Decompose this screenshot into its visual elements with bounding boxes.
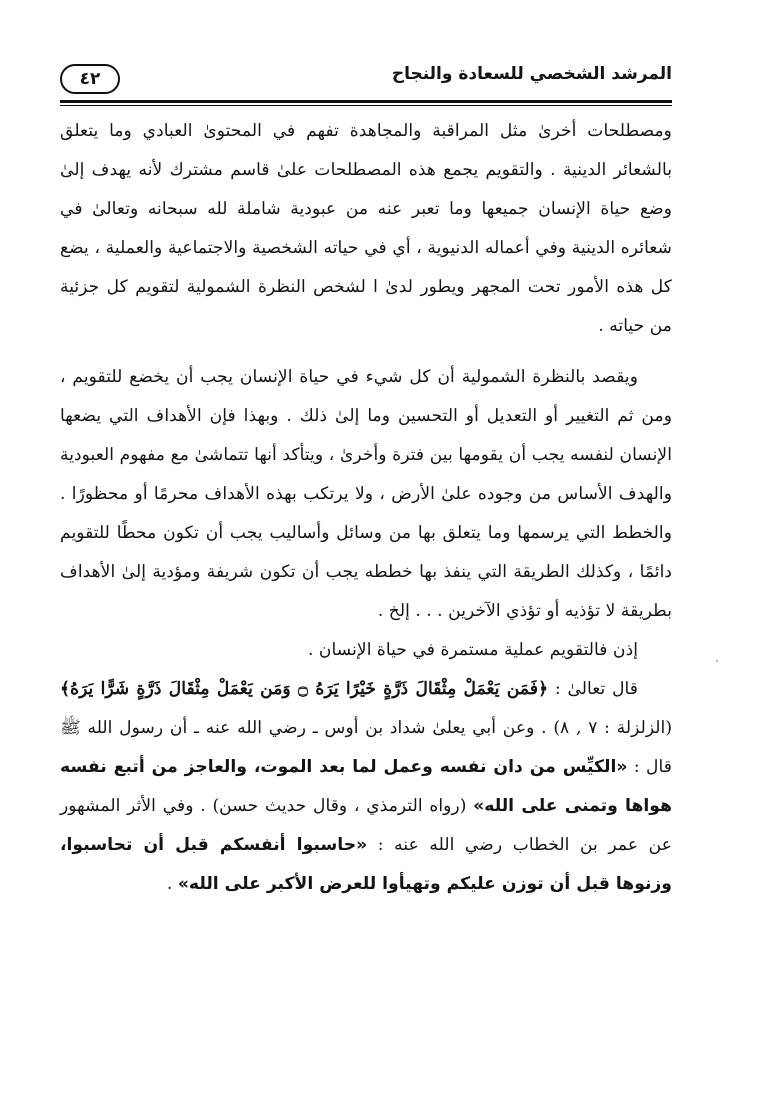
text-run: (رواه الترمذي ، وقال حديث حسن) . وفي الأثر المشهور عن عمر بن الخطاب رضي الله عنه : xyxy=(60,796,672,855)
header-rule xyxy=(60,100,672,103)
hadith-quote: «الكيِّس من دان نفسه وعمل لما بعد الموت، والعاجز من أتبع نفسه هواها وتمنى على الله» xyxy=(60,757,672,816)
text-run: قال تعالىٰ : xyxy=(548,679,639,699)
page-body xyxy=(60,112,672,904)
scan-speck xyxy=(716,660,718,662)
page-number: ٤٢ xyxy=(60,64,120,94)
quran-verse: ﴿فَمَن يَعْمَلْ مِثْقَالَ ذَرَّةٍ خَيْرًا يَرَهُ ۝ وَمَن يَعْمَلْ مِثْقَالَ ذَرَّةٍ شَرًّا يَرَهُ﴾ xyxy=(60,679,549,699)
paragraph: ويقصد بالنظرة الشمولية أن كل شيء في حياة الإنسان يجب أن يخضع للتقويم ، ومن ثم التغيير أو التعديل أو التحسين وما إلىٰ ذلك . وبهذا فإن الأهداف التي يضعها الإنسان لنفسه يجب أن يقومها بين فترة وأخرىٰ ، ويتأكد أنها تتماشىٰ مع مفهوم العبودية والهدف الأساس من وجوده علىٰ الأرض ، ولا يرتكب بهذه الأهداف محرمًا أو محظورًا . والخطط التي يرسمها وما يتعلق بها من وسائل وأساليب يجب أن تكون محطًا للتقويم دائمًا ، وكذلك الطريقة التي ينفذ بها خططه يجب أن تكون شريفة ومؤدية إلىٰ الأهداف بطريقة لا تؤذيه أو تؤذي الآخرين . . . إلخ . xyxy=(60,367,672,621)
page-header xyxy=(60,60,672,104)
text-run: (الزلزلة : ٧ , ٨) . وعن أبي يعلىٰ شداد بن أوس ـ رضي الله عنه ـ أن رسول الله ﷺ قال : xyxy=(60,718,673,777)
running-title: المرشد الشخصي للسعادة والنجاح xyxy=(391,64,672,84)
athar-quote: «حاسبوا أنفسكم قبل أن تحاسبوا، وزنوها قبل أن توزن عليكم وتهيأوا للعرض الأكبر على الله» xyxy=(60,835,672,894)
text-run: . xyxy=(166,874,178,894)
paragraph: ومصطلحات أخرىٰ مثل المراقبة والمجاهدة تفهم في المحتوىٰ العبادي وما يتعلق بالشعائر الدينية . والتقويم يجمع هذه المصطلحات علىٰ قاسم مشترك لأنه يهدف إلىٰ وضع حياة الإنسان جميعها وما تعبر عنه من عبودية شاملة لله سبحانه وتعالىٰ في شعائره الدينية وفي أعماله الدنيوية ، أي في حياته الشخصية والاجتماعية والعملية ، يضع كل هذه الأمور تحت المجهر ويطور لدىٰ ا لشخص النظرة الشمولية لتقويم كل جزئية من حياته . xyxy=(60,121,672,336)
header-rule-thin xyxy=(60,105,672,106)
paragraph: إذن فالتقويم عملية مستمرة في حياة الإنسان . xyxy=(307,640,638,660)
paragraph-quotes xyxy=(60,670,672,904)
